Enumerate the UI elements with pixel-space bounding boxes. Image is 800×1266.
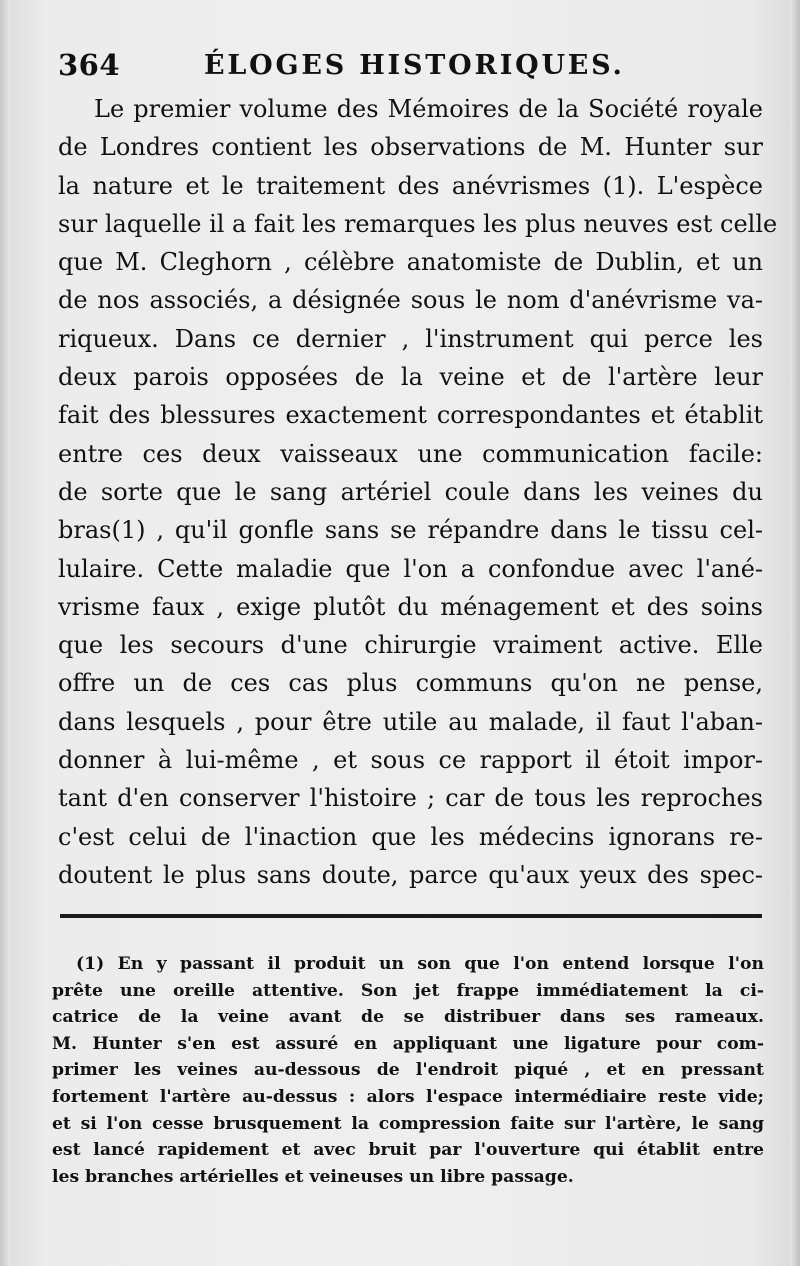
- text-line: sur laquelle il a fait les remarques les plus neuves est celle: [58, 209, 778, 238]
- text-line: fait des blessures exactement correspondantes et établit: [58, 401, 763, 430]
- page-edge-right: [790, 0, 800, 1266]
- footnote-line: est lancé rapidement et avec bruit par l'ouverture qui établit entre: [52, 1140, 764, 1161]
- main-text: [58, 90, 778, 894]
- page-edge-left: [0, 0, 10, 1266]
- text-line: entre ces deux vaisseaux une communication facile:: [58, 439, 763, 468]
- page-number: 364: [58, 48, 121, 82]
- footnote-line: (1) En y passant il produit un son que l'on entend lorsque l'on: [76, 954, 764, 974]
- footnote-line: fortement l'artère au-dessus : alors l'espace intermédiaire reste vide;: [52, 1086, 764, 1107]
- footnote: [52, 951, 764, 1190]
- text-line: de Londres contient les observations de M. Hunter sur: [58, 133, 763, 162]
- text-line: riqueux. Dans ce dernier , l'instrument qui perce les: [58, 324, 763, 353]
- footnote-line: les branches artérielles et veineuses un libre passage.: [52, 1166, 574, 1187]
- text-line: vrisme faux , exige plutôt du ménagement et des soins: [58, 592, 763, 621]
- page-header: [58, 44, 758, 94]
- text-line: de sorte que le sang artériel coule dans les veines du: [58, 477, 763, 506]
- text-line: lulaire. Cette maladie que l'on a confondue avec l'ané-: [58, 554, 763, 583]
- text-line: de nos associés, a désignée sous le nom d'anévrisme va-: [58, 286, 763, 315]
- text-line: doutent le plus sans doute, parce qu'aux yeux des spec-: [58, 860, 763, 889]
- text-line: dans lesquels , pour être utile au malade, il faut l'aban-: [58, 707, 763, 736]
- text-line: que M. Cleghorn , célèbre anatomiste de Dublin, et un: [58, 248, 763, 277]
- text-line: que les secours d'une chirurgie vraiment active. Elle: [58, 631, 763, 660]
- footnote-line: et si l'on cesse brusquement la compression faite sur l'artère, le sang: [52, 1113, 764, 1134]
- footnote-line: prête une oreille attentive. Son jet frappe immédiatement la ci-: [52, 980, 764, 1001]
- footnote-line: M. Hunter s'en est assuré en appliquant une ligature pour com-: [52, 1033, 764, 1054]
- running-head: ÉLOGES HISTORIQUES.: [204, 50, 625, 81]
- footnote-separator-rule: [60, 914, 762, 918]
- text-line: donner à lui-même , et sous ce rapport il étoit impor-: [58, 746, 763, 775]
- footnote-line: catrice de la veine avant de se distribuer dans ses rameaux.: [52, 1007, 764, 1028]
- text-line: c'est celui de l'inaction que les médecins ignorans re-: [58, 822, 763, 851]
- text-line: offre un de ces cas plus communs qu'on ne pense,: [58, 669, 763, 698]
- text-line: bras(1) , qu'il gonfle sans se répandre dans le tissu cel-: [58, 516, 763, 545]
- text-line: deux parois opposées de la veine et de l'artère leur: [58, 363, 763, 392]
- text-line: tant d'en conserver l'histoire ; car de tous les reproches: [58, 784, 763, 813]
- text-line: Le premier volume des Mémoires de la Société royale: [94, 95, 763, 123]
- text-line: la nature et le traitement des anévrismes (1). L'espèce: [58, 171, 763, 200]
- footnote-line: primer les veines au-dessous de l'endroit piqué , et en pressant: [52, 1060, 764, 1081]
